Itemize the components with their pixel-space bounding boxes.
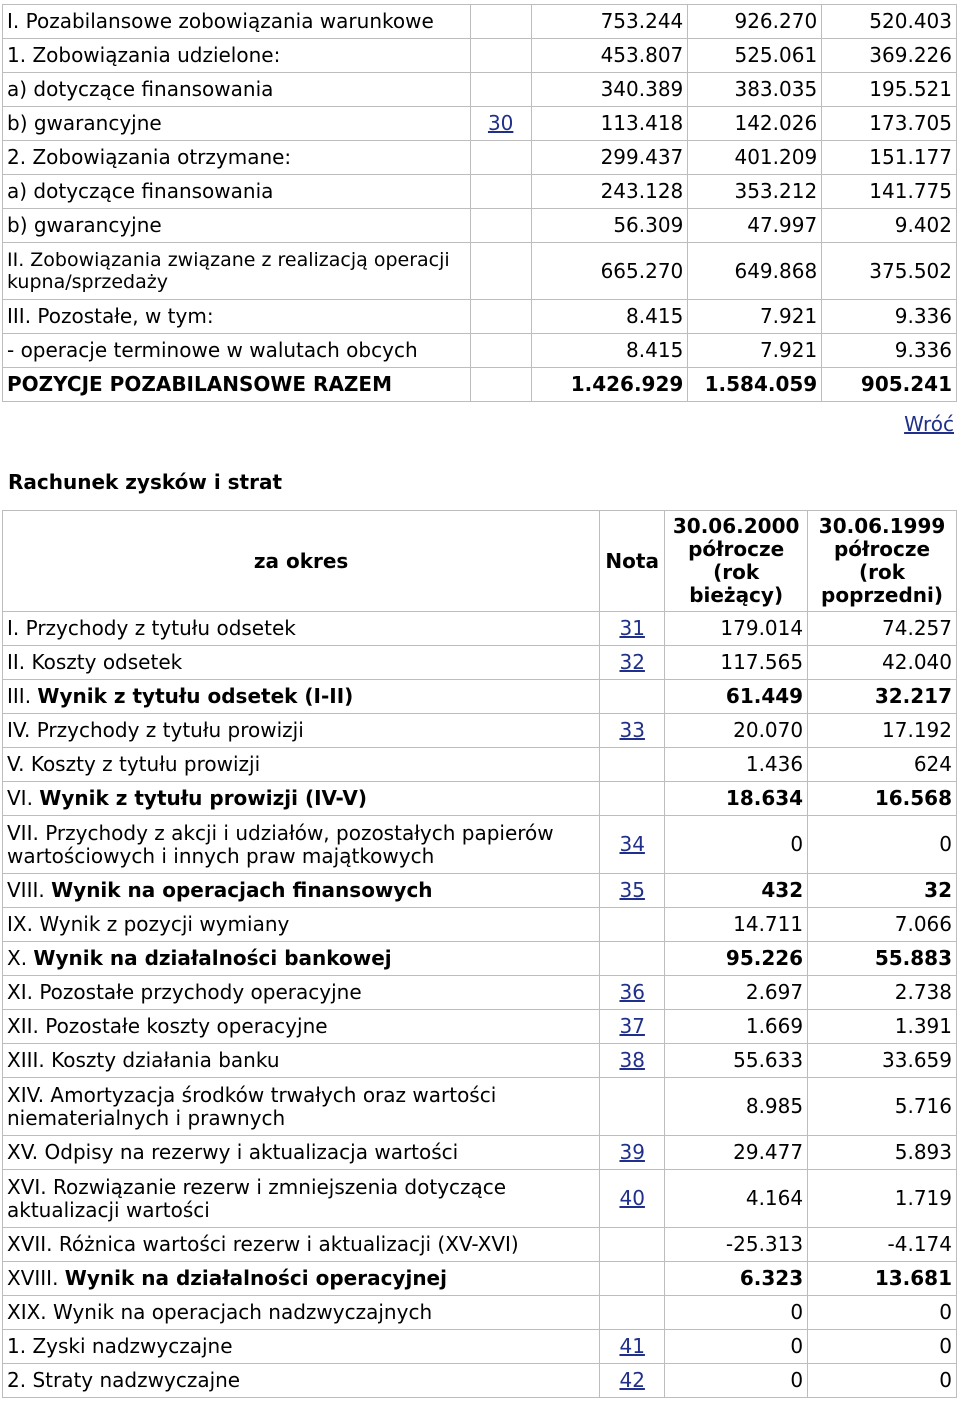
value-cell: 1.719 (808, 1170, 957, 1228)
row-number: XIII. (7, 1048, 45, 1072)
value-cell: 142.026 (688, 107, 822, 141)
table-row (3, 1136, 957, 1170)
note-cell (600, 874, 665, 908)
value-cell: 9.402 (822, 209, 957, 243)
row-label (3, 748, 600, 782)
table-row (3, 1170, 957, 1228)
row-number: XVIII. (7, 1266, 59, 1290)
note-cell (600, 612, 665, 646)
note-cell (600, 1364, 665, 1398)
value-cell: 340.389 (532, 73, 689, 107)
value-cell: 905.241 (822, 368, 957, 402)
table-row (3, 1078, 957, 1136)
value-cell: 753.244 (532, 5, 689, 39)
row-text: Koszty odsetek (31, 650, 183, 674)
value-cell: 7.921 (688, 300, 822, 334)
row-number: XIV. (7, 1082, 45, 1107)
note-link[interactable]: 40 (619, 1186, 645, 1210)
row-label: 1. Zobowiązania udzielone: (3, 39, 471, 73)
row-number: XV. (7, 1140, 39, 1164)
current-period-header: 30.06.2000 półrocze (rok bieżący) (665, 511, 808, 612)
income-statement-table (2, 510, 957, 1398)
value-cell: 9.336 (822, 334, 957, 368)
row-label: a) dotyczące finansowania (3, 73, 471, 107)
note-link[interactable]: 31 (619, 616, 645, 640)
value-cell: 55.633 (665, 1044, 808, 1078)
note-cell (600, 942, 665, 976)
value-cell: 665.270 (532, 243, 689, 300)
note-cell (471, 39, 532, 73)
table-row (3, 39, 957, 73)
table-row (3, 1330, 957, 1364)
table-row (3, 612, 957, 646)
value-cell: 95.226 (665, 942, 808, 976)
value-cell: 1.391 (808, 1010, 957, 1044)
value-cell: 141.775 (822, 175, 957, 209)
note-cell (600, 1136, 665, 1170)
note-cell (471, 209, 532, 243)
note-cell (600, 976, 665, 1010)
value-cell: 7.921 (688, 334, 822, 368)
row-label (3, 816, 600, 874)
note-cell (471, 5, 532, 39)
value-cell: 9.336 (822, 300, 957, 334)
note-cell (600, 1262, 665, 1296)
value-cell: 61.449 (665, 680, 808, 714)
value-cell: 55.883 (808, 942, 957, 976)
row-text: Odpisy na rezerwy i aktualizacja wartości (44, 1140, 459, 1164)
table-row (3, 908, 957, 942)
row-label (3, 714, 600, 748)
note-cell (600, 816, 665, 874)
value-cell: 624 (808, 748, 957, 782)
value-cell: 926.270 (688, 5, 822, 39)
note-link[interactable]: 30 (487, 111, 514, 135)
table-row (3, 874, 957, 908)
row-text: Wynik z pozycji wymiany (39, 912, 290, 936)
row-text: Wynik na działalności operacyjnej (64, 1266, 447, 1290)
value-cell: 649.868 (688, 243, 822, 300)
total-row (3, 368, 957, 402)
value-cell: 2.738 (808, 976, 957, 1010)
row-text: Koszty z tytułu prowizji (30, 752, 261, 776)
note-cell (471, 368, 532, 402)
value-cell: 74.257 (808, 612, 957, 646)
row-number: IV. (7, 718, 31, 742)
note-link[interactable]: 39 (619, 1140, 645, 1164)
row-number: XVII. (7, 1232, 53, 1256)
note-cell (471, 175, 532, 209)
value-cell: 0 (808, 816, 957, 874)
value-cell: 33.659 (808, 1044, 957, 1078)
row-text: Wynik na działalności bankowej (33, 946, 392, 970)
row-text: Amortyzacja środków trwałych oraz wartości niematerialnych i prawnych (7, 1082, 497, 1130)
value-cell: 117.565 (665, 646, 808, 680)
note-cell (600, 1330, 665, 1364)
row-text: Przychody z akcji i udziałów, pozostałych papierów wartościowych i innych praw majątkowych (7, 820, 554, 868)
value-cell: 401.209 (688, 141, 822, 175)
note-cell (471, 300, 532, 334)
value-cell: -25.313 (665, 1228, 808, 1262)
note-cell (471, 141, 532, 175)
value-cell: 369.226 (822, 39, 957, 73)
value-cell: 4.164 (665, 1170, 808, 1228)
row-label (3, 942, 600, 976)
value-cell: 173.705 (822, 107, 957, 141)
row-label: a) dotyczące finansowania (3, 175, 471, 209)
row-number: VII. (7, 820, 39, 845)
note-link[interactable]: 34 (619, 832, 645, 856)
row-label (3, 680, 600, 714)
row-number: X. (7, 946, 28, 970)
income-rows (3, 612, 957, 1398)
row-number: VIII. (7, 878, 45, 902)
row-number: II. (7, 650, 26, 674)
value-cell: 2.697 (665, 976, 808, 1010)
table-row (3, 243, 957, 300)
row-text: Pozostałe koszty operacyjne (45, 1014, 328, 1038)
table-row (3, 5, 957, 39)
off-balance-table (2, 4, 957, 402)
note-cell (600, 680, 665, 714)
value-cell: 1.436 (665, 748, 808, 782)
back-link[interactable]: Wróć (904, 412, 954, 436)
note-link[interactable]: 33 (619, 718, 645, 742)
table-row (3, 942, 957, 976)
section-title: Rachunek zysków i strat (8, 470, 283, 494)
value-cell: 8.985 (665, 1078, 808, 1136)
note-link[interactable]: 35 (619, 878, 645, 902)
value-cell: 0 (665, 1364, 808, 1398)
table-row (3, 107, 957, 141)
period-header: za okres (3, 511, 600, 612)
value-cell: 151.177 (822, 141, 957, 175)
row-label: II. Zobowiązania związane z realizacją operacji kupna/sprzedaży (3, 243, 471, 300)
row-label: POZYCJE POZABILANSOWE RAZEM (3, 368, 471, 402)
value-cell: 0 (665, 816, 808, 874)
row-text: Wynik na operacjach finansowych (51, 878, 433, 902)
value-cell: 14.711 (665, 908, 808, 942)
table-row (3, 1228, 957, 1262)
row-text: Zyski nadzwyczajne (32, 1334, 233, 1358)
note-cell (600, 1170, 665, 1228)
row-text: Pozostałe przychody operacyjne (39, 980, 362, 1004)
value-cell: 0 (665, 1330, 808, 1364)
table-row (3, 680, 957, 714)
row-label (3, 1078, 600, 1136)
row-label (3, 646, 600, 680)
row-number: V. (7, 752, 25, 776)
value-cell: 243.128 (532, 175, 689, 209)
value-cell: 525.061 (688, 39, 822, 73)
value-cell: 383.035 (688, 73, 822, 107)
table-row (3, 1364, 957, 1398)
table-row (3, 646, 957, 680)
row-label (3, 1044, 600, 1078)
note-cell (600, 646, 665, 680)
note-cell (600, 1296, 665, 1330)
row-number: VI. (7, 786, 33, 810)
note-link[interactable]: 41 (619, 1334, 645, 1358)
value-cell: 56.309 (532, 209, 689, 243)
value-cell: 8.415 (532, 300, 689, 334)
row-label (3, 1010, 600, 1044)
row-number: I. (7, 616, 20, 640)
note-cell (471, 107, 532, 141)
row-number: XVI. (7, 1174, 47, 1199)
table-row (3, 73, 957, 107)
row-number: XI. (7, 980, 33, 1004)
row-label (3, 1170, 600, 1228)
note-cell (471, 73, 532, 107)
value-cell: 179.014 (665, 612, 808, 646)
note-cell (600, 908, 665, 942)
value-cell: 1.584.059 (688, 368, 822, 402)
value-cell: 16.568 (808, 782, 957, 816)
row-label: - operacje terminowe w walutach obcych (3, 334, 471, 368)
value-cell: -4.174 (808, 1228, 957, 1262)
row-label: b) gwarancyjne (3, 209, 471, 243)
table-row (3, 816, 957, 874)
value-cell: 0 (808, 1330, 957, 1364)
row-text: Wynik z tytułu odsetek (I-II) (37, 684, 354, 708)
row-text: Różnica wartości rezerw i aktualizacji (XV-XVI) (58, 1232, 519, 1256)
row-label (3, 1228, 600, 1262)
value-cell: 0 (808, 1296, 957, 1330)
table-row (3, 209, 957, 243)
row-text: Przychody z tytułu odsetek (25, 616, 296, 640)
value-cell: 1.426.929 (532, 368, 689, 402)
note-link[interactable]: 42 (619, 1368, 645, 1392)
note-cell (600, 1078, 665, 1136)
row-number: III. (7, 684, 32, 708)
value-cell: 299.437 (532, 141, 689, 175)
value-cell: 42.040 (808, 646, 957, 680)
previous-period-header: 30.06.1999 półrocze (rok poprzedni) (808, 511, 957, 612)
note-cell (600, 748, 665, 782)
value-cell: 195.521 (822, 73, 957, 107)
note-cell (471, 334, 532, 368)
value-cell: 375.502 (822, 243, 957, 300)
table-row (3, 976, 957, 1010)
value-cell: 29.477 (665, 1136, 808, 1170)
note-cell (600, 1228, 665, 1262)
value-cell: 47.997 (688, 209, 822, 243)
row-label (3, 1296, 600, 1330)
row-label: 2. Zobowiązania otrzymane: (3, 141, 471, 175)
value-cell: 0 (665, 1296, 808, 1330)
table-row (3, 782, 957, 816)
value-cell: 18.634 (665, 782, 808, 816)
note-cell (600, 1044, 665, 1078)
row-label (3, 612, 600, 646)
row-number: 1. (7, 1334, 27, 1358)
row-label: I. Pozabilansowe zobowiązania warunkowe (3, 5, 471, 39)
table-row (3, 334, 957, 368)
value-cell: 453.807 (532, 39, 689, 73)
table-row (3, 1044, 957, 1078)
row-label (3, 908, 600, 942)
row-label (3, 1136, 600, 1170)
row-number: 2. (7, 1368, 27, 1392)
value-cell: 17.192 (808, 714, 957, 748)
value-cell: 5.716 (808, 1078, 957, 1136)
note-cell (600, 782, 665, 816)
value-cell: 520.403 (822, 5, 957, 39)
row-text: Straty nadzwyczajne (32, 1368, 241, 1392)
table-row (3, 175, 957, 209)
row-label (3, 874, 600, 908)
value-cell: 20.070 (665, 714, 808, 748)
table-row (3, 300, 957, 334)
note-cell (600, 714, 665, 748)
row-text: Wynik z tytułu prowizji (IV-V) (39, 786, 368, 810)
value-cell: 32 (808, 874, 957, 908)
value-cell: 8.415 (532, 334, 689, 368)
table-row (3, 1296, 957, 1330)
row-number: XIX. (7, 1300, 47, 1324)
note-cell (471, 243, 532, 300)
value-cell: 13.681 (808, 1262, 957, 1296)
note-header: Nota (600, 511, 665, 612)
row-label: b) gwarancyjne (3, 107, 471, 141)
note-link[interactable]: 38 (619, 1048, 645, 1072)
row-text: Rozwiązanie rezerw i zmniejszenia dotyczące aktualizacji wartości (7, 1174, 507, 1222)
table-row (3, 1262, 957, 1296)
note-cell (600, 1010, 665, 1044)
value-cell: 7.066 (808, 908, 957, 942)
note-link[interactable]: 36 (619, 980, 645, 1004)
value-cell: 0 (808, 1364, 957, 1398)
row-text: Przychody z tytułu prowizji (36, 718, 304, 742)
row-label (3, 1262, 600, 1296)
value-cell: 6.323 (665, 1262, 808, 1296)
row-text: Wynik na operacjach nadzwyczajnych (53, 1300, 433, 1324)
row-label (3, 976, 600, 1010)
table-row (3, 714, 957, 748)
value-cell: 32.217 (808, 680, 957, 714)
header-row (3, 511, 957, 612)
value-cell: 5.893 (808, 1136, 957, 1170)
row-number: IX. (7, 912, 33, 936)
row-number: XII. (7, 1014, 39, 1038)
table-row (3, 748, 957, 782)
table-row (3, 1010, 957, 1044)
row-label (3, 1364, 600, 1398)
row-label (3, 782, 600, 816)
value-cell: 1.669 (665, 1010, 808, 1044)
table-row (3, 141, 957, 175)
row-label (3, 1330, 600, 1364)
note-link[interactable]: 37 (619, 1014, 645, 1038)
value-cell: 353.212 (688, 175, 822, 209)
row-label: III. Pozostałe, w tym: (3, 300, 471, 334)
value-cell: 113.418 (532, 107, 689, 141)
row-text: Koszty działania banku (51, 1048, 280, 1072)
note-link[interactable]: 32 (619, 650, 645, 674)
value-cell: 432 (665, 874, 808, 908)
